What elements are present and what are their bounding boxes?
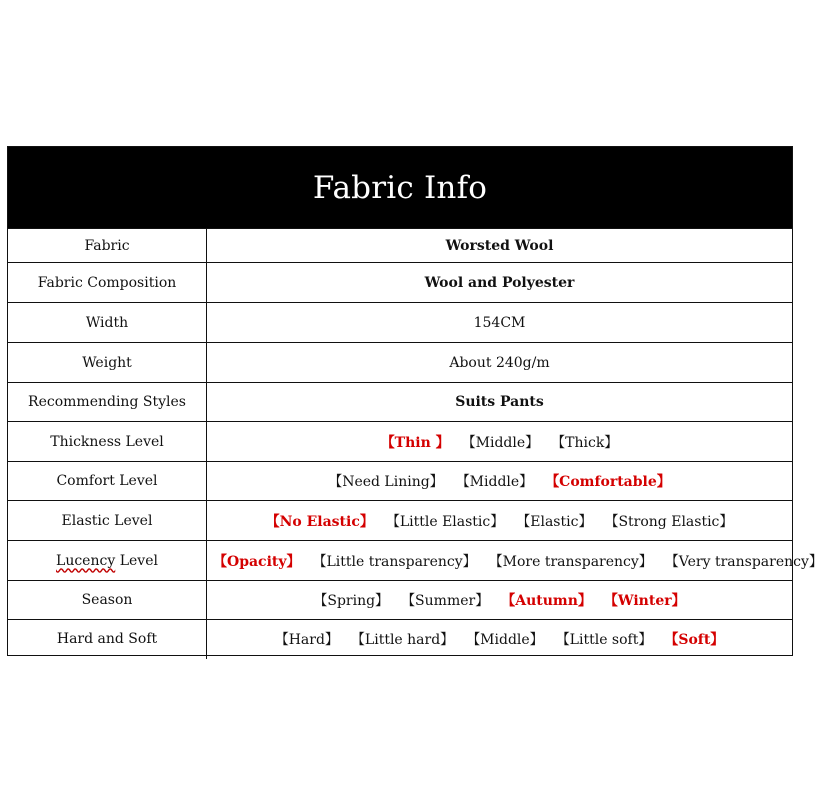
option: 【Strong Elastic】 — [604, 513, 734, 530]
option: 【Very transparency】 — [664, 553, 823, 570]
table-row — [8, 263, 792, 303]
row-value: Wool and Polyester — [207, 263, 793, 303]
table-row — [8, 303, 792, 343]
option: 【Little transparency】 — [312, 553, 477, 570]
row-label: Recommending Styles — [8, 383, 207, 422]
option-selected: 【No Elastic】 — [265, 513, 374, 530]
table-row — [8, 541, 792, 581]
page-title: Fabric Info — [8, 147, 792, 228]
row-label: Elastic Level — [8, 501, 207, 541]
option: 【Little Elastic】 — [385, 513, 505, 530]
option: 【Middle】 — [455, 474, 534, 490]
option-selected: 【Winter】 — [603, 593, 686, 609]
table-row — [8, 501, 792, 541]
option: 【Thick】 — [551, 434, 619, 451]
fabric-info-card — [7, 146, 823, 656]
fabric-info-table — [8, 228, 823, 659]
table-row — [8, 343, 792, 383]
row-value — [207, 581, 793, 620]
option-selected: 【Soft】 — [664, 632, 725, 649]
row-label: Fabric — [8, 229, 207, 263]
row-label: Weight — [8, 343, 207, 383]
row-value — [207, 541, 823, 581]
option: 【Little soft】 — [555, 632, 653, 649]
option: 【Need Lining】 — [328, 474, 444, 490]
option: 【Middle】 — [466, 632, 544, 649]
option: 【Summer】 — [401, 593, 490, 609]
row-value: Suits Pants — [207, 383, 793, 422]
row-label: Lucency Level — [8, 541, 207, 581]
row-label: Comfort Level — [8, 462, 207, 501]
option-selected: 【Thin 】 — [380, 434, 450, 451]
row-value: Worsted Wool — [207, 229, 793, 263]
option: 【Hard】 — [274, 632, 339, 649]
option-selected: 【Opacity】 — [213, 553, 301, 570]
row-value — [207, 501, 793, 541]
option: 【Elastic】 — [516, 513, 593, 530]
row-label: Season — [8, 581, 207, 620]
option: 【More transparency】 — [488, 553, 653, 570]
row-label: Fabric Composition — [8, 263, 207, 303]
row-label: Hard and Soft — [8, 620, 207, 659]
table-row — [8, 581, 792, 620]
row-value — [207, 620, 793, 659]
row-value: About 240g/m — [207, 343, 793, 383]
table-row — [8, 383, 792, 422]
option: 【Spring】 — [313, 593, 390, 609]
row-value — [207, 422, 793, 462]
table-row — [8, 229, 792, 263]
spellcheck-word: Lucency — [56, 552, 116, 569]
row-label: Thickness Level — [8, 422, 207, 462]
table-row — [8, 620, 792, 659]
option: 【Little hard】 — [350, 632, 455, 649]
table-row — [8, 422, 792, 462]
row-label: Width — [8, 303, 207, 343]
option-selected: 【Comfortable】 — [545, 474, 671, 490]
option-selected: 【Autumn】 — [501, 593, 592, 609]
row-value — [207, 462, 793, 501]
option: 【Middle】 — [461, 434, 540, 451]
row-value: 154CM — [207, 303, 793, 343]
table-row — [8, 462, 792, 501]
